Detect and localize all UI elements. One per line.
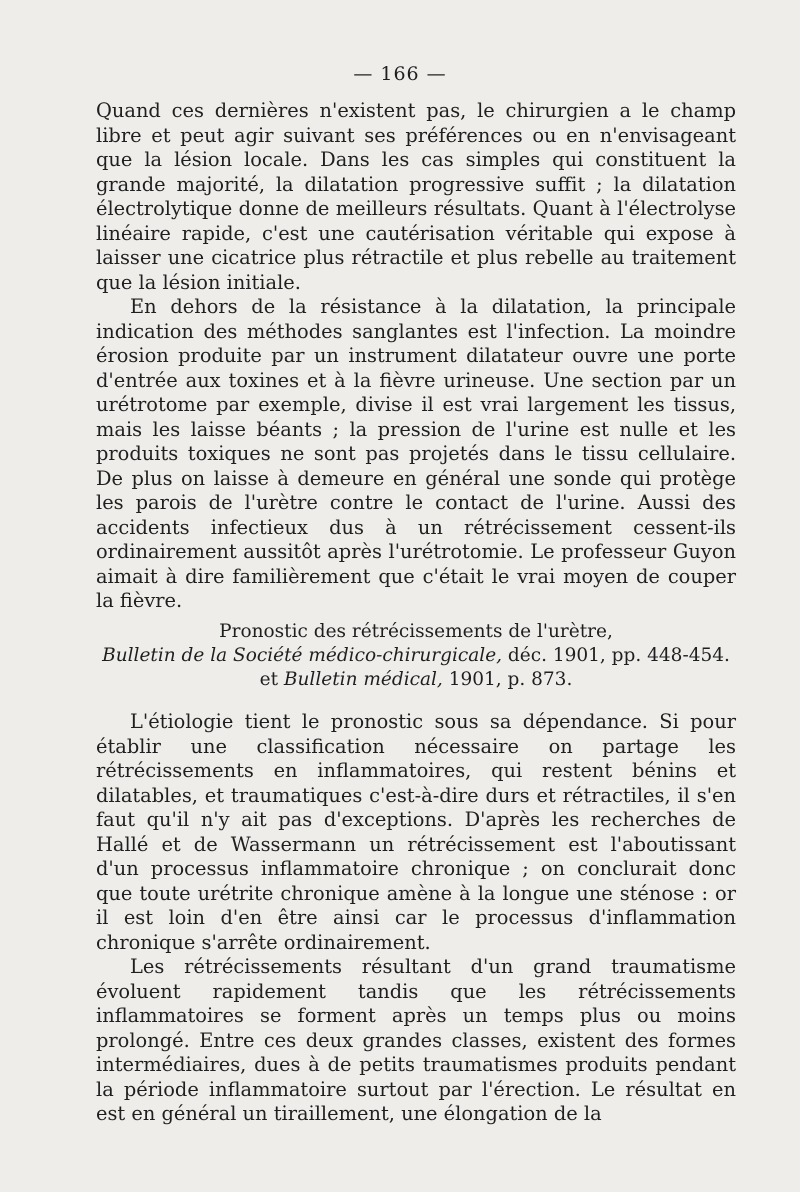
paragraph: Les rétrécissements résultant d'un grand traumatisme évoluent rapidement tandis que les rétrécissements inflammatoires se forment après un temps plus ou moins prolongé. Entre ces deux grandes classes, existent des formes intermédiaires, dues à de petits traumatismes produits pendant la période inflammatoire surtout par l'érection. Le résultat en est en général un tiraillement, une élongation de la — [96, 955, 736, 1125]
section-heading — [96, 620, 736, 692]
journal-title: Bulletin de la Société médico-chirurgicale, — [102, 645, 503, 666]
paragraph: En dehors de la résistance à la dilatation, la principale indication des méthodes sanglantes est l'infection. La moindre érosion produite par un instrument dilatateur ouvre une porte d'entrée aux toxines et à la fièvre urineuse. Une section par un urétrotome par exemple, divise il est vrai largement les tissus, mais les laisse béants ; la pression de l'urine est nulle et les produits toxiques ne sont pas projetés dans le tissu cellulaire. De plus on laisse à demeure en général une sonde qui protège les parois de l'urètre contre le contact de l'urine. Aussi des accidents infectieux dus à un rétrécissement cessent-ils ordinairement aussitôt après l'urétrotomie. Le professeur Guyon aimait à dire familièrement que c'était le vrai moyen de couper la fièvre. — [96, 295, 736, 612]
paragraph: L'étiologie tient le pronostic sous sa dépendance. Si pour établir une classification nécessaire on partage les rétrécissements en inflammatoires, qui restent bénins et dilatables, et traumatiques c'est-à-dire durs et rétractiles, il s'en faut qu'il n'y ait pas d'exceptions. D'après les recherches de Hallé et de Wassermann un rétrécissement est l'aboutissant d'un processus inflammatoire chronique ; on conclurait donc que toute urétrite chronique amène à la longue une sténose : or il est loin d'en être ainsi car le processus d'inflammation chronique s'arrête ordinairement. — [96, 710, 736, 954]
text-block-top — [96, 99, 736, 614]
citation-conjunction: et — [259, 669, 284, 690]
citation-reference: 1901, p. 873. — [442, 669, 573, 690]
citation-reference: déc. 1901, pp. 448-454. — [502, 645, 730, 666]
citation-line-1 — [96, 644, 736, 668]
page-number: — 166 — — [353, 63, 447, 85]
text-block-bottom — [96, 710, 736, 1127]
section-title: Pronostic des rétrécissements de l'urètre, — [219, 621, 613, 642]
citation-line-2 — [96, 668, 736, 692]
paragraph: Quand ces dernières n'existent pas, le chirurgien a le champ libre et peut agir suivant ses préférences ou en n'envisageant que la lésion locale. Dans les cas simples qui constituent la grande majorité, la dilatation progressive suffit ; la dilatation électrolytique donne de meilleurs résultats. Quant à l'électrolyse linéaire rapide, c'est une cautérisation véritable qui expose à laisser une cicatrice plus rétractile et plus rebelle au traitement que la lésion initiale. — [96, 99, 736, 294]
journal-title: Bulletin médical, — [283, 669, 443, 690]
